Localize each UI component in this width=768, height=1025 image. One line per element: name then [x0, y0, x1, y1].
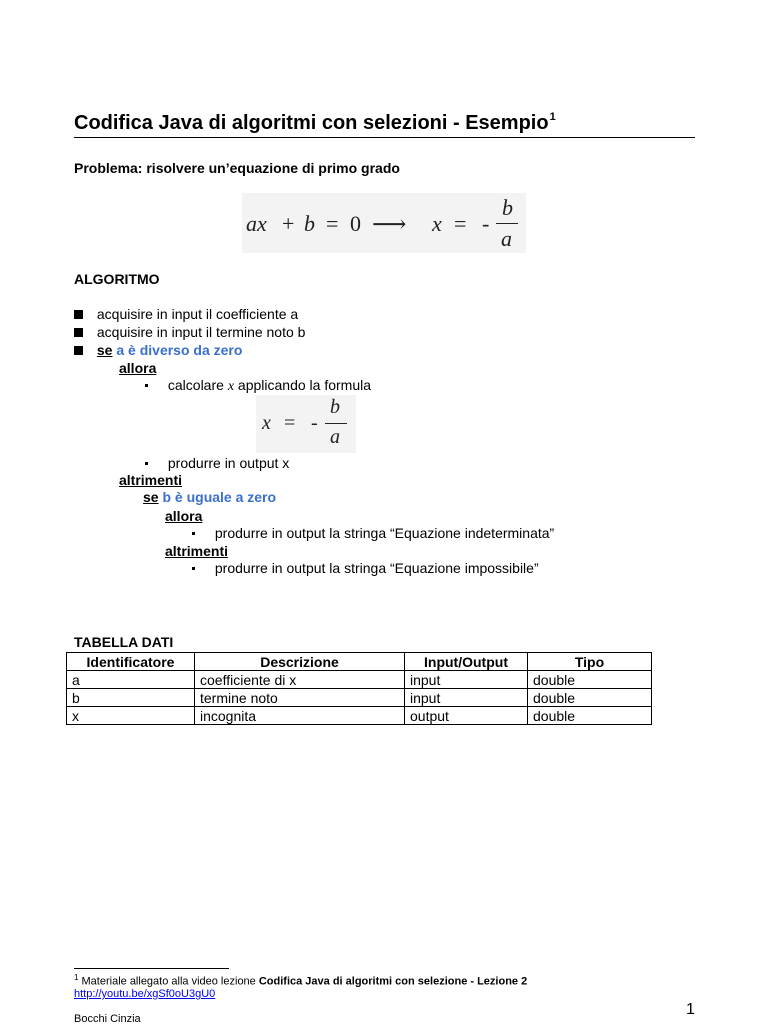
- list-item: produrre in output la stringa “Equazione indeterminata”: [192, 525, 554, 541]
- square-bullet-icon: [74, 310, 83, 319]
- arrow-icon: ⟶: [372, 212, 407, 238]
- problem-statement: Problema: risolvere un’equazione di primo grado: [74, 160, 400, 176]
- footnote-marker: 1: [549, 111, 556, 123]
- data-table: [66, 652, 652, 725]
- table-row: [67, 689, 652, 707]
- author: Bocchi Cinzia: [74, 1013, 141, 1025]
- table-cell: termine noto: [195, 689, 405, 707]
- column-header: Input/Output: [405, 653, 528, 671]
- list-item: produrre in output x: [145, 455, 289, 471]
- keyword-altrimenti: altrimenti: [119, 472, 183, 488]
- footnote: $^1$ Materiale allegato alla video lezione Codifica Java di algoritmi con selezione - Lezione 2: [74, 973, 528, 988]
- condition-text: a è diverso da zero: [116, 342, 243, 358]
- video-link[interactable]: http://youtu.be/xgSf0oU3gU0: [74, 988, 216, 1000]
- list-item: [74, 342, 242, 358]
- small-bullet-icon: [192, 567, 195, 570]
- keyword-allora: allora: [165, 508, 203, 524]
- square-bullet-icon: [74, 346, 83, 355]
- table-cell: output: [405, 707, 528, 725]
- keyword-se: se: [96, 342, 113, 358]
- column-header: Descrizione: [195, 653, 405, 671]
- title-underline: [74, 137, 695, 138]
- keyword-altrimenti: altrimenti: [165, 543, 229, 559]
- equation-formula: ax + b = 0 ⟶ x = - b a: [242, 193, 526, 253]
- table-header-row: [67, 653, 652, 671]
- list-item: acquisire in input il coefficiente a: [74, 306, 298, 322]
- table-cell: input: [405, 689, 528, 707]
- table-cell: x: [67, 707, 195, 725]
- table-row: [67, 707, 652, 725]
- small-bullet-icon: [145, 384, 148, 387]
- solution-formula: x = - b a: [256, 395, 356, 453]
- column-header: Tipo: [528, 653, 652, 671]
- nested-condition: [143, 489, 276, 505]
- table-cell: input: [405, 671, 528, 689]
- table-cell: incognita: [195, 707, 405, 725]
- list-item: calcolare x applicando la formula: [145, 377, 371, 395]
- table-cell: coefficiente di x: [195, 671, 405, 689]
- table-cell: double: [528, 707, 652, 725]
- table-cell: b: [67, 689, 195, 707]
- condition-text: b è uguale a zero: [162, 489, 277, 505]
- small-bullet-icon: [145, 462, 148, 465]
- table-row: [67, 671, 652, 689]
- table-cell: double: [528, 689, 652, 707]
- algorithm-heading: ALGORITMO: [74, 271, 160, 287]
- table-cell: double: [528, 671, 652, 689]
- square-bullet-icon: [74, 328, 83, 337]
- footnote-separator: [74, 968, 229, 969]
- table-cell: a: [67, 671, 195, 689]
- page-number: 1: [686, 1001, 695, 1018]
- list-item: produrre in output la stringa “Equazione impossibile”: [192, 560, 539, 576]
- small-bullet-icon: [192, 532, 195, 535]
- column-header: Identificatore: [67, 653, 195, 671]
- keyword-se: se: [143, 489, 159, 505]
- page-title: Codifica Java di algoritmi con selezioni - Esempio$^1$: [74, 111, 556, 134]
- table-caption: TABELLA DATI: [74, 634, 174, 650]
- list-item: acquisire in input il termine noto b: [74, 324, 305, 340]
- keyword-allora: allora: [119, 360, 157, 376]
